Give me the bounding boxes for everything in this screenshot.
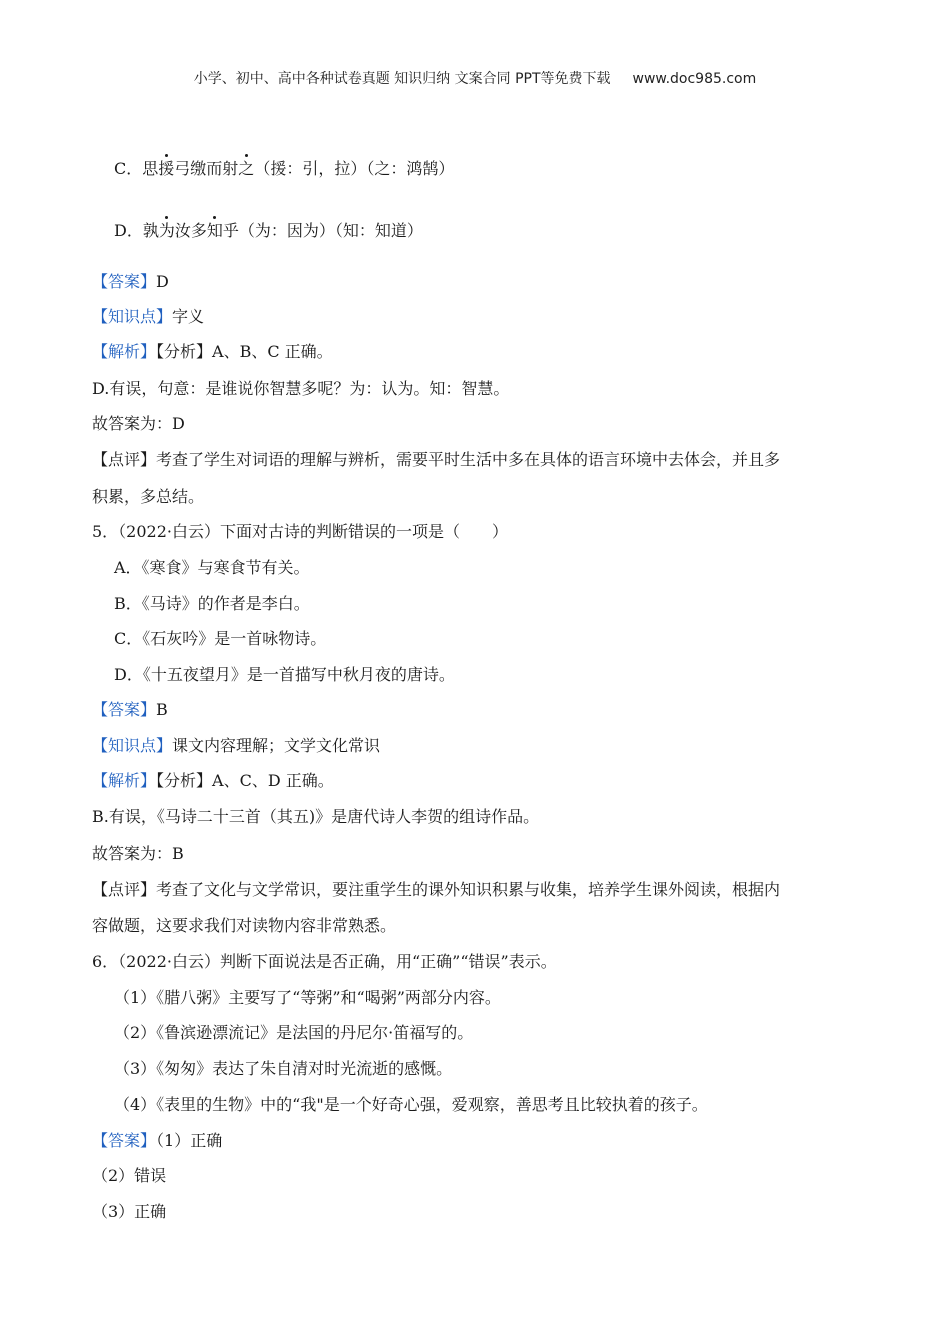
comment-text: 考查了文化与文学常识，要注重学生的课外知识积累与收集，培养学生课外阅读，根据内 [156, 880, 781, 899]
header-url[interactable]: www.doc985.com [632, 71, 757, 87]
q5-knowledge-point [92, 735, 380, 757]
q5-analysis-line2: B.有误，《马诗二十三首（其五)》是唐代诗人李贺的组诗作品。 [92, 807, 540, 826]
q6-answer-2: （2）错误 [92, 1166, 167, 1185]
answer-tag: 【答案】 [92, 1131, 157, 1150]
text: 乎（为：因为）（知：知道） [222, 221, 423, 240]
emphasis-char: 援 [158, 159, 175, 178]
q5-option-c: C．《石灰吟》是一首咏物诗。 [114, 629, 327, 648]
answer-tag: 【答案】 [92, 272, 157, 291]
q6-item-3: （3）《匆匆》表达了朱自清对时光流逝的感慨。 [114, 1059, 453, 1078]
q5-conclusion: 故答案为：B [92, 844, 184, 863]
text: （援：引，拉）（之：鸿鹄） [254, 159, 455, 178]
q4-option-c [114, 158, 454, 180]
q5-answer [92, 699, 168, 721]
comment-tag: 【点评】 [92, 880, 157, 899]
comment-tag: 【点评】 [92, 450, 157, 469]
kp-value: 字义 [172, 307, 205, 326]
comment-text: 考查了学生对词语的理解与辨析，需要平时生活中多在具体的语言环境中去体会，并且多 [156, 450, 781, 469]
q5-option-d: D．《十五夜望月》是一首描写中秋月夜的唐诗。 [114, 665, 455, 684]
q4-analysis [92, 341, 333, 363]
analysis-text: 【分析】A、C、D 正确。 [156, 771, 334, 790]
q6-answer-3: （3）正确 [92, 1202, 167, 1221]
q5-option-b: B．《马诗》的作者是李白。 [114, 594, 310, 613]
q6-item-1: （1）《腊八粥》主要写了“等粥”和“喝粥”两部分内容。 [114, 988, 501, 1007]
answer-tag: 【答案】 [92, 700, 157, 719]
page-header [0, 68, 950, 88]
text: 汝多 [174, 221, 207, 240]
kp-tag: 【知识点】 [92, 736, 173, 755]
emphasis-char: 之 [238, 159, 255, 178]
q4-analysis-line2: D.有误，句意：是谁说你智慧多呢？为：认为。知：智慧。 [92, 379, 510, 398]
emphasis-char: 为 [158, 221, 175, 240]
option-label: D． [114, 221, 143, 240]
answer-value: D [156, 272, 169, 291]
q4-comment-line2: 积累，多总结。 [92, 487, 205, 506]
text: 孰 [142, 221, 159, 240]
option-label: C． [114, 159, 143, 178]
q4-comment [92, 449, 780, 471]
q5-comment [92, 879, 780, 901]
q5-stem: 5．（2022·白云）下面对古诗的判断错误的一项是（ ） [92, 522, 508, 541]
q6-item-2: （2）《鲁滨逊漂流记》是法国的丹尼尔·笛福写的。 [114, 1023, 474, 1042]
q5-analysis [92, 770, 334, 792]
kp-tag: 【知识点】 [92, 307, 173, 326]
analysis-tag: 【解析】 [92, 342, 157, 361]
q5-option-a: A．《寒食》与寒食节有关。 [114, 558, 310, 577]
emphasis-char: 知 [206, 221, 223, 240]
q4-conclusion: 故答案为：D [92, 414, 185, 433]
answer-value: （1）正确 [156, 1131, 223, 1150]
q4-knowledge-point [92, 306, 204, 328]
q4-option-d [114, 220, 423, 242]
text: 思 [142, 159, 159, 178]
header-text: 小学、初中、高中各种试卷真题 知识归纳 文案合同 PPT等免费下载 [193, 71, 611, 87]
kp-value: 课文内容理解；文学文化常识 [172, 736, 381, 755]
q6-answer [92, 1130, 222, 1152]
answer-value: B [156, 700, 168, 719]
q5-comment-line2: 容做题，这要求我们对读物内容非常熟悉。 [92, 916, 397, 935]
analysis-tag: 【解析】 [92, 771, 157, 790]
q6-stem: 6．（2022·白云）判断下面说法是否正确，用“正确”“错误”表示。 [92, 952, 557, 971]
text: 弓缴而射 [174, 159, 239, 178]
q4-answer [92, 271, 169, 293]
analysis-text: 【分析】A、B、C 正确。 [156, 342, 333, 361]
q6-item-4: （4）《表里的生物》中的“我"是一个好奇心强，爱观察，善思考且比较执着的孩子。 [114, 1095, 708, 1114]
